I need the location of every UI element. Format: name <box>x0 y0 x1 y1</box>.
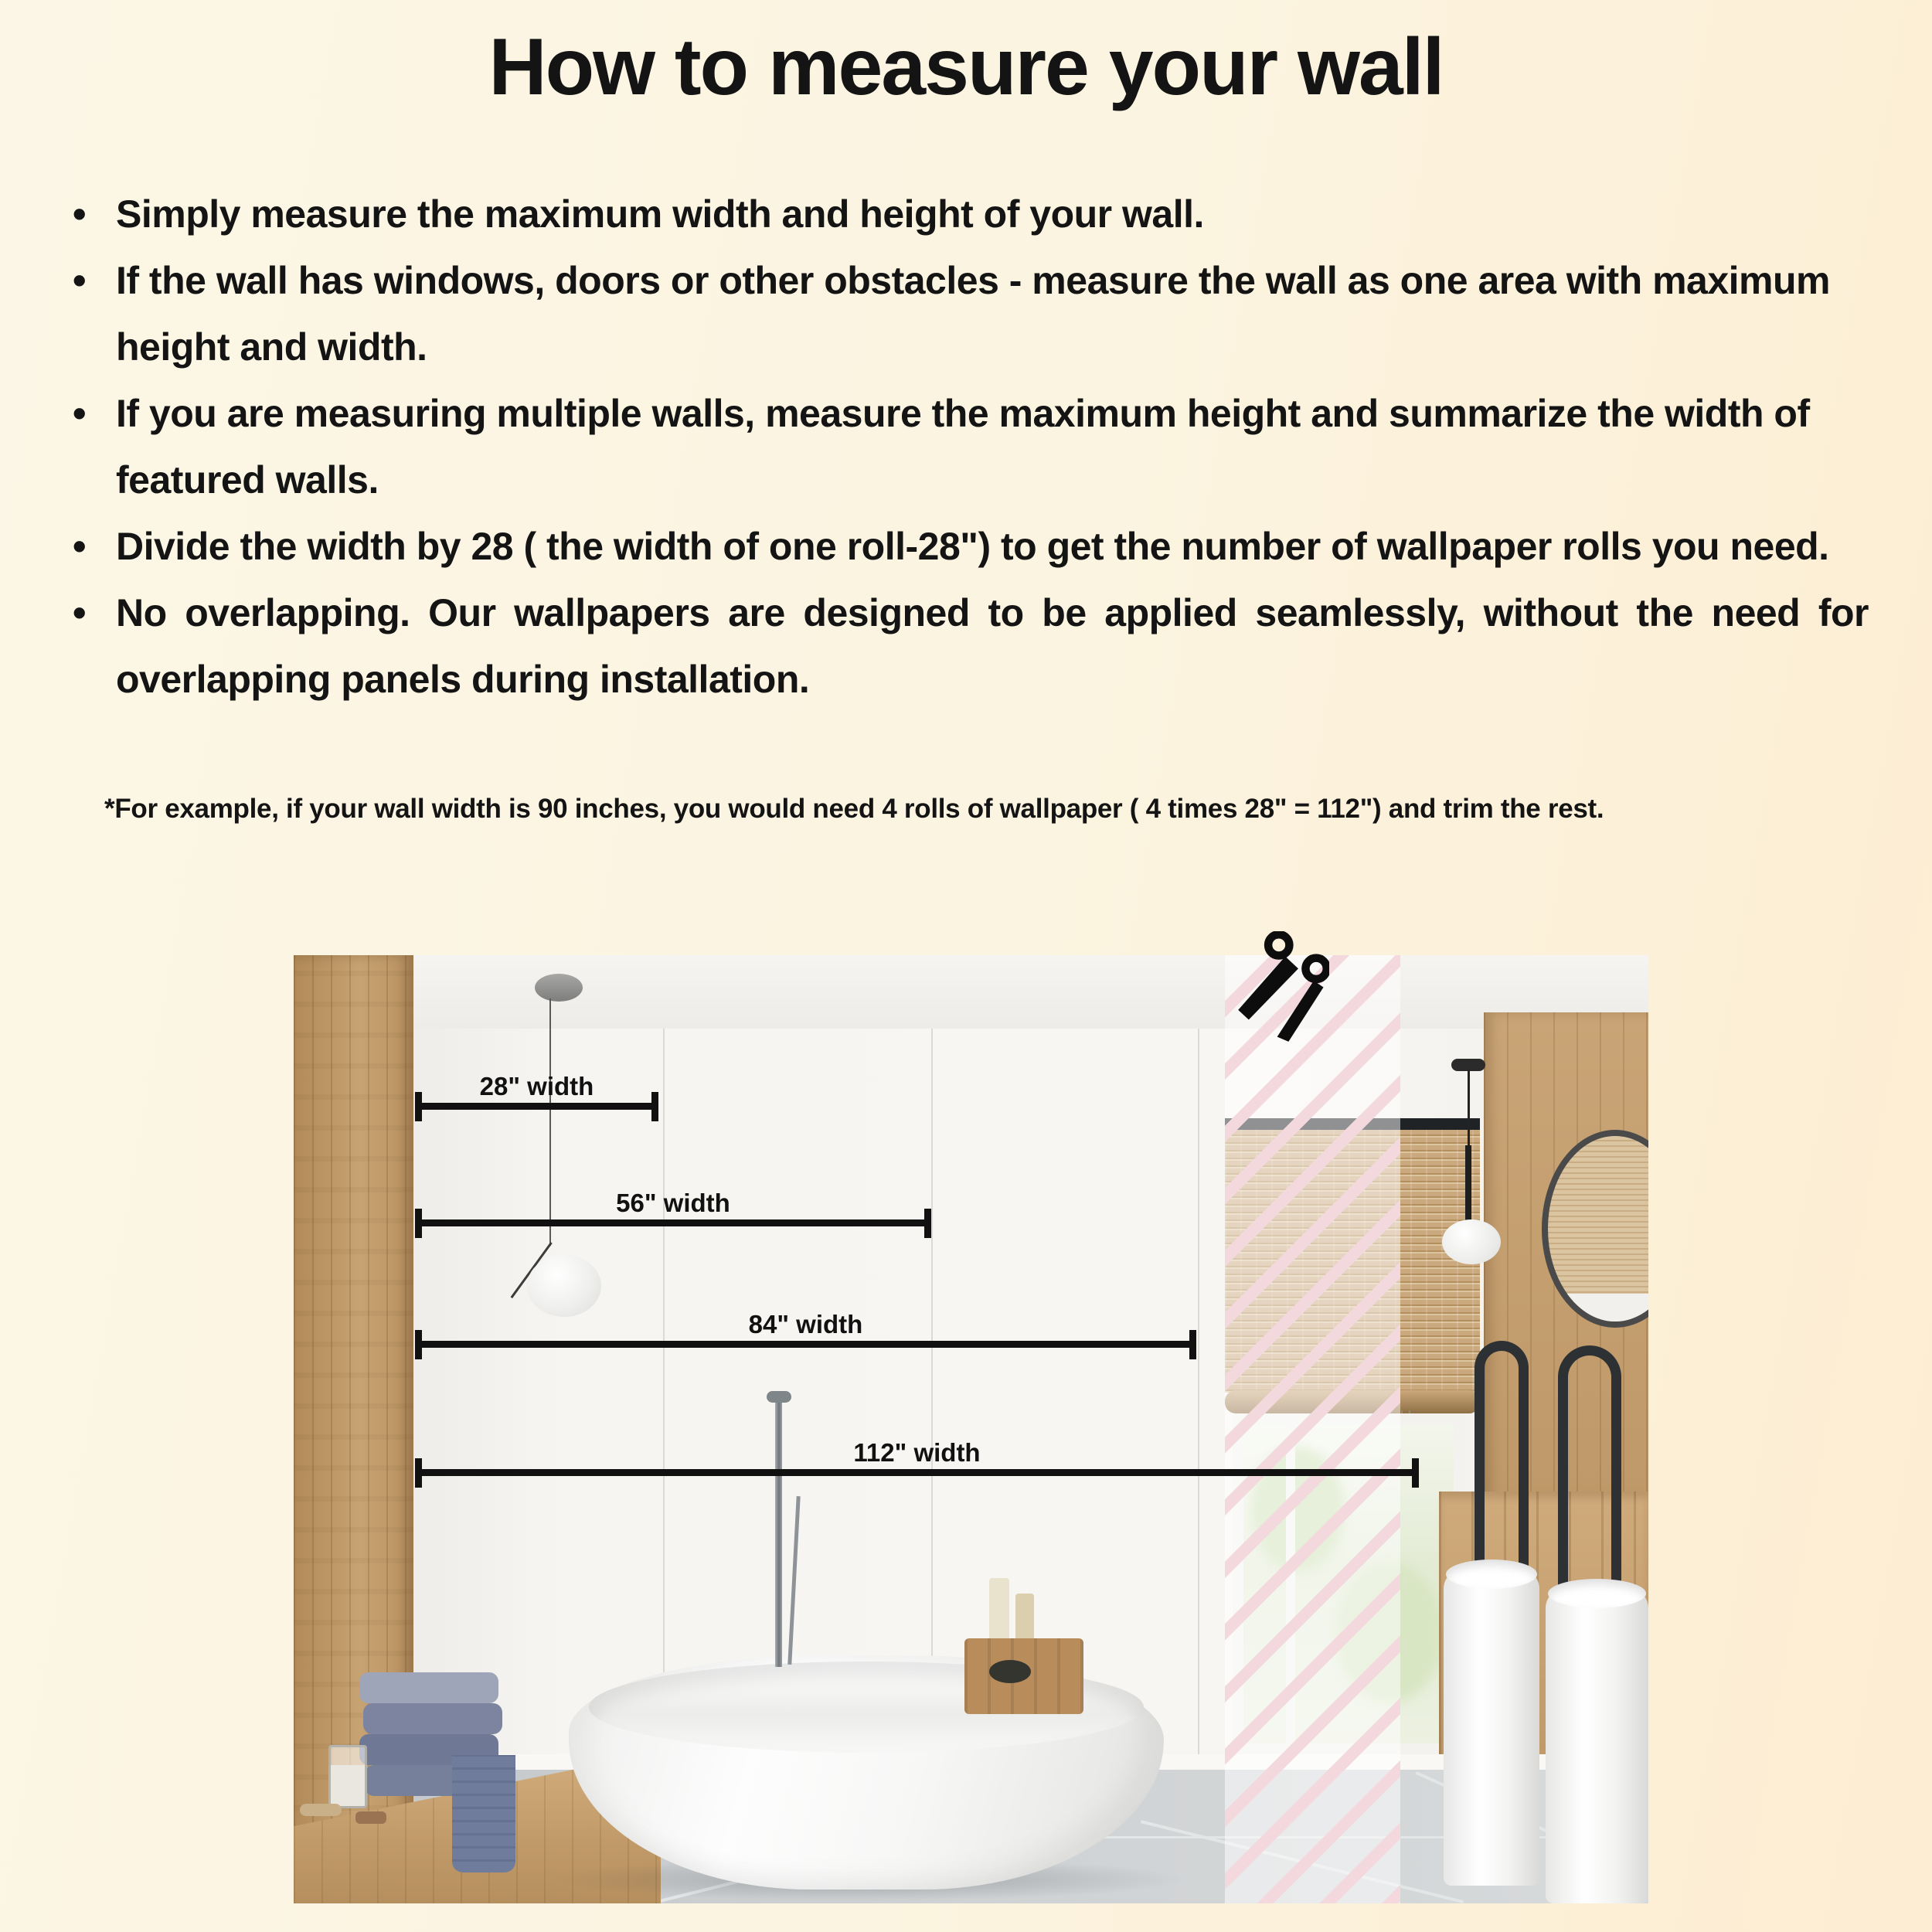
pendant-stem <box>1465 1145 1471 1223</box>
dimension-line-28 <box>415 1072 658 1121</box>
pendant-globe <box>1442 1219 1501 1264</box>
dimension-bar <box>415 1219 931 1226</box>
candle <box>1015 1594 1034 1641</box>
chrome-faucet <box>775 1400 782 1667</box>
instruction-item: • No overlapping. Our wallpapers are designed to be applied seamlessly, without the need for overlapping panels during installation. <box>68 580 1869 713</box>
chrome-faucet-head <box>767 1391 791 1403</box>
pendant-cord <box>1468 1070 1470 1145</box>
ceiling <box>294 955 1648 1030</box>
dimension-bar <box>415 1469 1419 1476</box>
wall-panel-seam <box>663 1029 665 1754</box>
folded-towel <box>359 1672 498 1703</box>
dimension-bar <box>415 1103 658 1110</box>
scissors-icon <box>1236 931 1329 1043</box>
wall-panel-seam <box>1198 1029 1199 1754</box>
candle <box>989 1578 1009 1641</box>
page-title: How to measure your wall <box>488 22 1444 112</box>
pedestal-sink <box>1444 1569 1539 1886</box>
black-faucet <box>1558 1345 1621 1591</box>
folded-towel <box>363 1703 502 1734</box>
lamp-ceiling-rose <box>535 974 583 1002</box>
instruction-item: • Divide the width by 28 ( the width of one roll-28") to get the number of wallpaper rolls you need. <box>68 513 1869 580</box>
instruction-list <box>68 181 1869 713</box>
lamp-globe <box>527 1255 601 1317</box>
dimension-bar <box>415 1341 1196 1348</box>
instruction-item: • If you are measuring multiple walls, measure the maximum height and summarize the width of featured walls. <box>68 380 1869 513</box>
dimension-label: 28" width <box>479 1072 594 1100</box>
instruction-item: • Simply measure the maximum width and height of your wall. <box>68 181 1869 247</box>
black-faucet <box>1475 1341 1529 1573</box>
mirror-reflection <box>1548 1294 1648 1321</box>
pedestal-sink <box>1546 1588 1648 1903</box>
bathroom-photo <box>294 955 1648 1903</box>
bath-brush <box>300 1804 342 1816</box>
soap-bar <box>355 1811 386 1824</box>
pebble-bowl <box>989 1660 1031 1683</box>
dimension-line-112 <box>415 1438 1419 1488</box>
dimension-line-84 <box>415 1310 1196 1359</box>
instruction-item: • If the wall has windows, doors or other obstacles - measure the wall as one area with maximum height and width. <box>68 247 1869 380</box>
example-note: *For example, if your wall width is 90 inches, you would need 4 rolls of wallpaper ( 4 times 28" = 112") and trim the rest. <box>104 794 1604 824</box>
dimension-label: 84" width <box>748 1310 863 1338</box>
wall-panel-seam <box>931 1029 933 1754</box>
hanging-towel <box>452 1755 515 1872</box>
bath-salt-jar <box>328 1745 367 1808</box>
cut-off-hatch-strip <box>1225 955 1400 1903</box>
dimension-label: 112" width <box>853 1438 981 1467</box>
dimension-line-56 <box>415 1189 931 1238</box>
dimension-label: 56" width <box>616 1189 730 1217</box>
